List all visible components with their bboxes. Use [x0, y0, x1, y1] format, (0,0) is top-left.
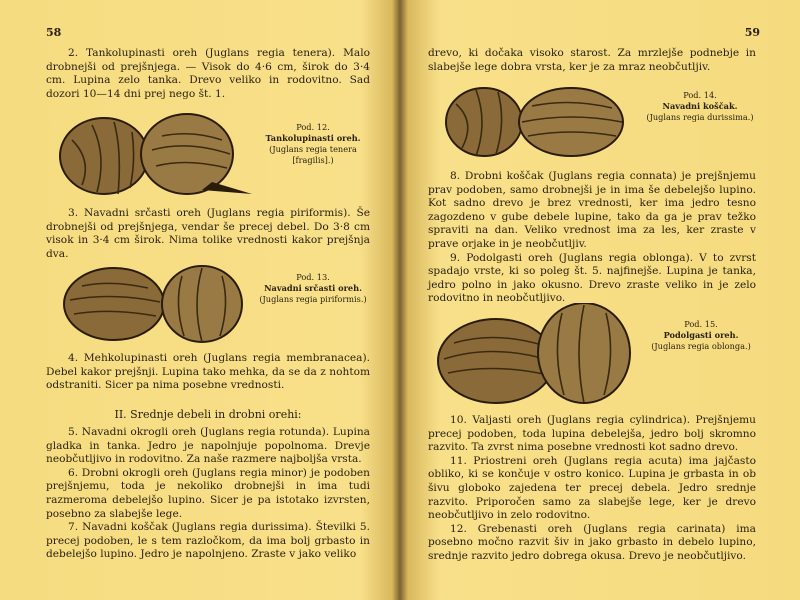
- entry-6: 6. Drobni okrogli oreh (Juglans regia minor) je podoben prejšnjemu, toda je nekoliko drobnejši in ima tudi razmeroma debelejšo lupino. Sicer je pa istotako izvrsten, posebno za slabejše lege.: [46, 466, 370, 520]
- figure-13: [46, 262, 370, 344]
- figure-title: Tankolupinasti oreh.: [265, 133, 361, 143]
- entry-3: 3. Navadni srčasti oreh (Juglans regia piriformis). Še drobnejši od prejšnjega, vendar še precej debel. Do 3·8 cm visok in 3·4 cm širok. Nima tolike vrednosti kakor prejšnja dva.: [46, 207, 370, 260]
- walnut-illustration-icon: [434, 303, 644, 407]
- figure-title: Podolgasti oreh.: [663, 330, 739, 340]
- walnut-illustration-icon: [436, 82, 636, 164]
- entry-9: 9. Podolgasti oreh (Juglans regia oblonga). V to zvrst spadajo vrste, ki so poleg št. 5. najfinejše. Lupina je tanka, jedro polno in jako okusno. Drevo zraste veliko in je zelo rodovitno in neobčutljivo.: [428, 251, 756, 305]
- page-number: 59: [744, 26, 760, 39]
- figure-title: Navadni koščak.: [662, 101, 738, 111]
- figure-label: Pod. 12.: [296, 122, 330, 132]
- figure-12: [46, 110, 370, 198]
- left-page: [0, 0, 392, 600]
- figure-label: Pod. 13.: [296, 272, 330, 282]
- figure-15: [428, 303, 756, 407]
- page-number: 58: [46, 26, 62, 39]
- entry-10: 10. Valjasti oreh (Juglans regia cylindrica). Prejšnjemu precej podoben, toda lupina debelejša, jedro bolj skromno razvito. Ta zvrst nima posebne vrednosti kot sadno drevo.: [428, 414, 756, 454]
- entry-4: 4. Mehkolupinasti oreh (Juglans regia membranacea). Debel kakor prejšnji. Lupina tako mehka, da se da z nohtom odstraniti. Sicer pa nima posebne vrednosti.: [46, 352, 370, 392]
- figure-latin: (Juglans regia oblonga.): [651, 341, 751, 351]
- walnut-illustration-icon: [52, 262, 252, 344]
- right-page: [408, 0, 800, 600]
- entry-7: 7. Navadni koščak (Juglans regia durissima). Številki 5. precej podoben, le s tem razločkom, da ima bolj grbasto in debelejšo lupino. Jedro je napolnjeno. Zraste v jako veliko: [46, 521, 370, 561]
- figure-latin: (Juglans regia durissima.): [646, 112, 754, 122]
- figure-latin: (Juglans regia piriformis.): [259, 294, 367, 304]
- entry-5: 5. Navadni okrogli oreh (Juglans regia rotunda). Lupina gladka in tanka. Jedro je napolnjuje popolnoma. Drevje neobčutljivo in rodovitno. Za naše razmere najboljša vrsta.: [46, 426, 370, 466]
- walnut-illustration-icon: [52, 110, 252, 198]
- figure-label: Pod. 14.: [683, 90, 717, 100]
- section-heading: II. Srednje debeli in drobni orehi:: [114, 408, 302, 421]
- entry-2: 2. Tankolupinasti oreh (Juglans regia tenera). Malo drobnejši od prejšnjega. — Visok do 4·6 cm, širok do 3·4 cm. Lupina zelo tanka. Drevo veliko in rodovitno. Sad dozori 10—14 dni prej nego št. 1.: [46, 47, 370, 100]
- entry-11: 11. Priostreni oreh (Juglans regia acuta) ima jajčasto obliko, ki se končuje v ostro konico. Lupina je grbasta in ob šivu globoko zajedena ter precej debela. Jedro srednje razvito. Priporočen samo za slabejše lege, ker je drevo neobčutljivo in zelo rodovitno.: [428, 454, 756, 522]
- figure-title: Navadni srčasti oreh.: [264, 283, 362, 293]
- figure-latin: (Juglans regia tenera [fragilis].): [269, 144, 357, 165]
- entry-8: 8. Drobni koščak (Juglans regia connata) je prejšnjemu prav podoben, samo drobnejši je in ima še debelejšo lupino. Kot sadno drevo je brez vrednosti, ker ima jedro tesno zagozdeno v gube debele lupine, tako da ga je prav težko spraviti na dan. Veliko vrednost ima za les, ker zraste v prave orjake in je neobčutljiv.: [428, 170, 756, 250]
- figure-14: [428, 82, 756, 164]
- entry-7-continued: drevo, ki dočaka visoko starost. Za mrzlejše podnebje in slabejše lege dobra vrsta, ker je za mraz neobčutljiv.: [428, 47, 756, 73]
- entry-12: 12. Grebenasti oreh (Juglans regia carinata) ima posebno močno razvit šiv in jako grbasto in debelo lupino, srednje razvito jedro dobrega okusa. Drevo je neobčutljivo.: [428, 522, 756, 562]
- figure-label: Pod. 15.: [684, 319, 718, 329]
